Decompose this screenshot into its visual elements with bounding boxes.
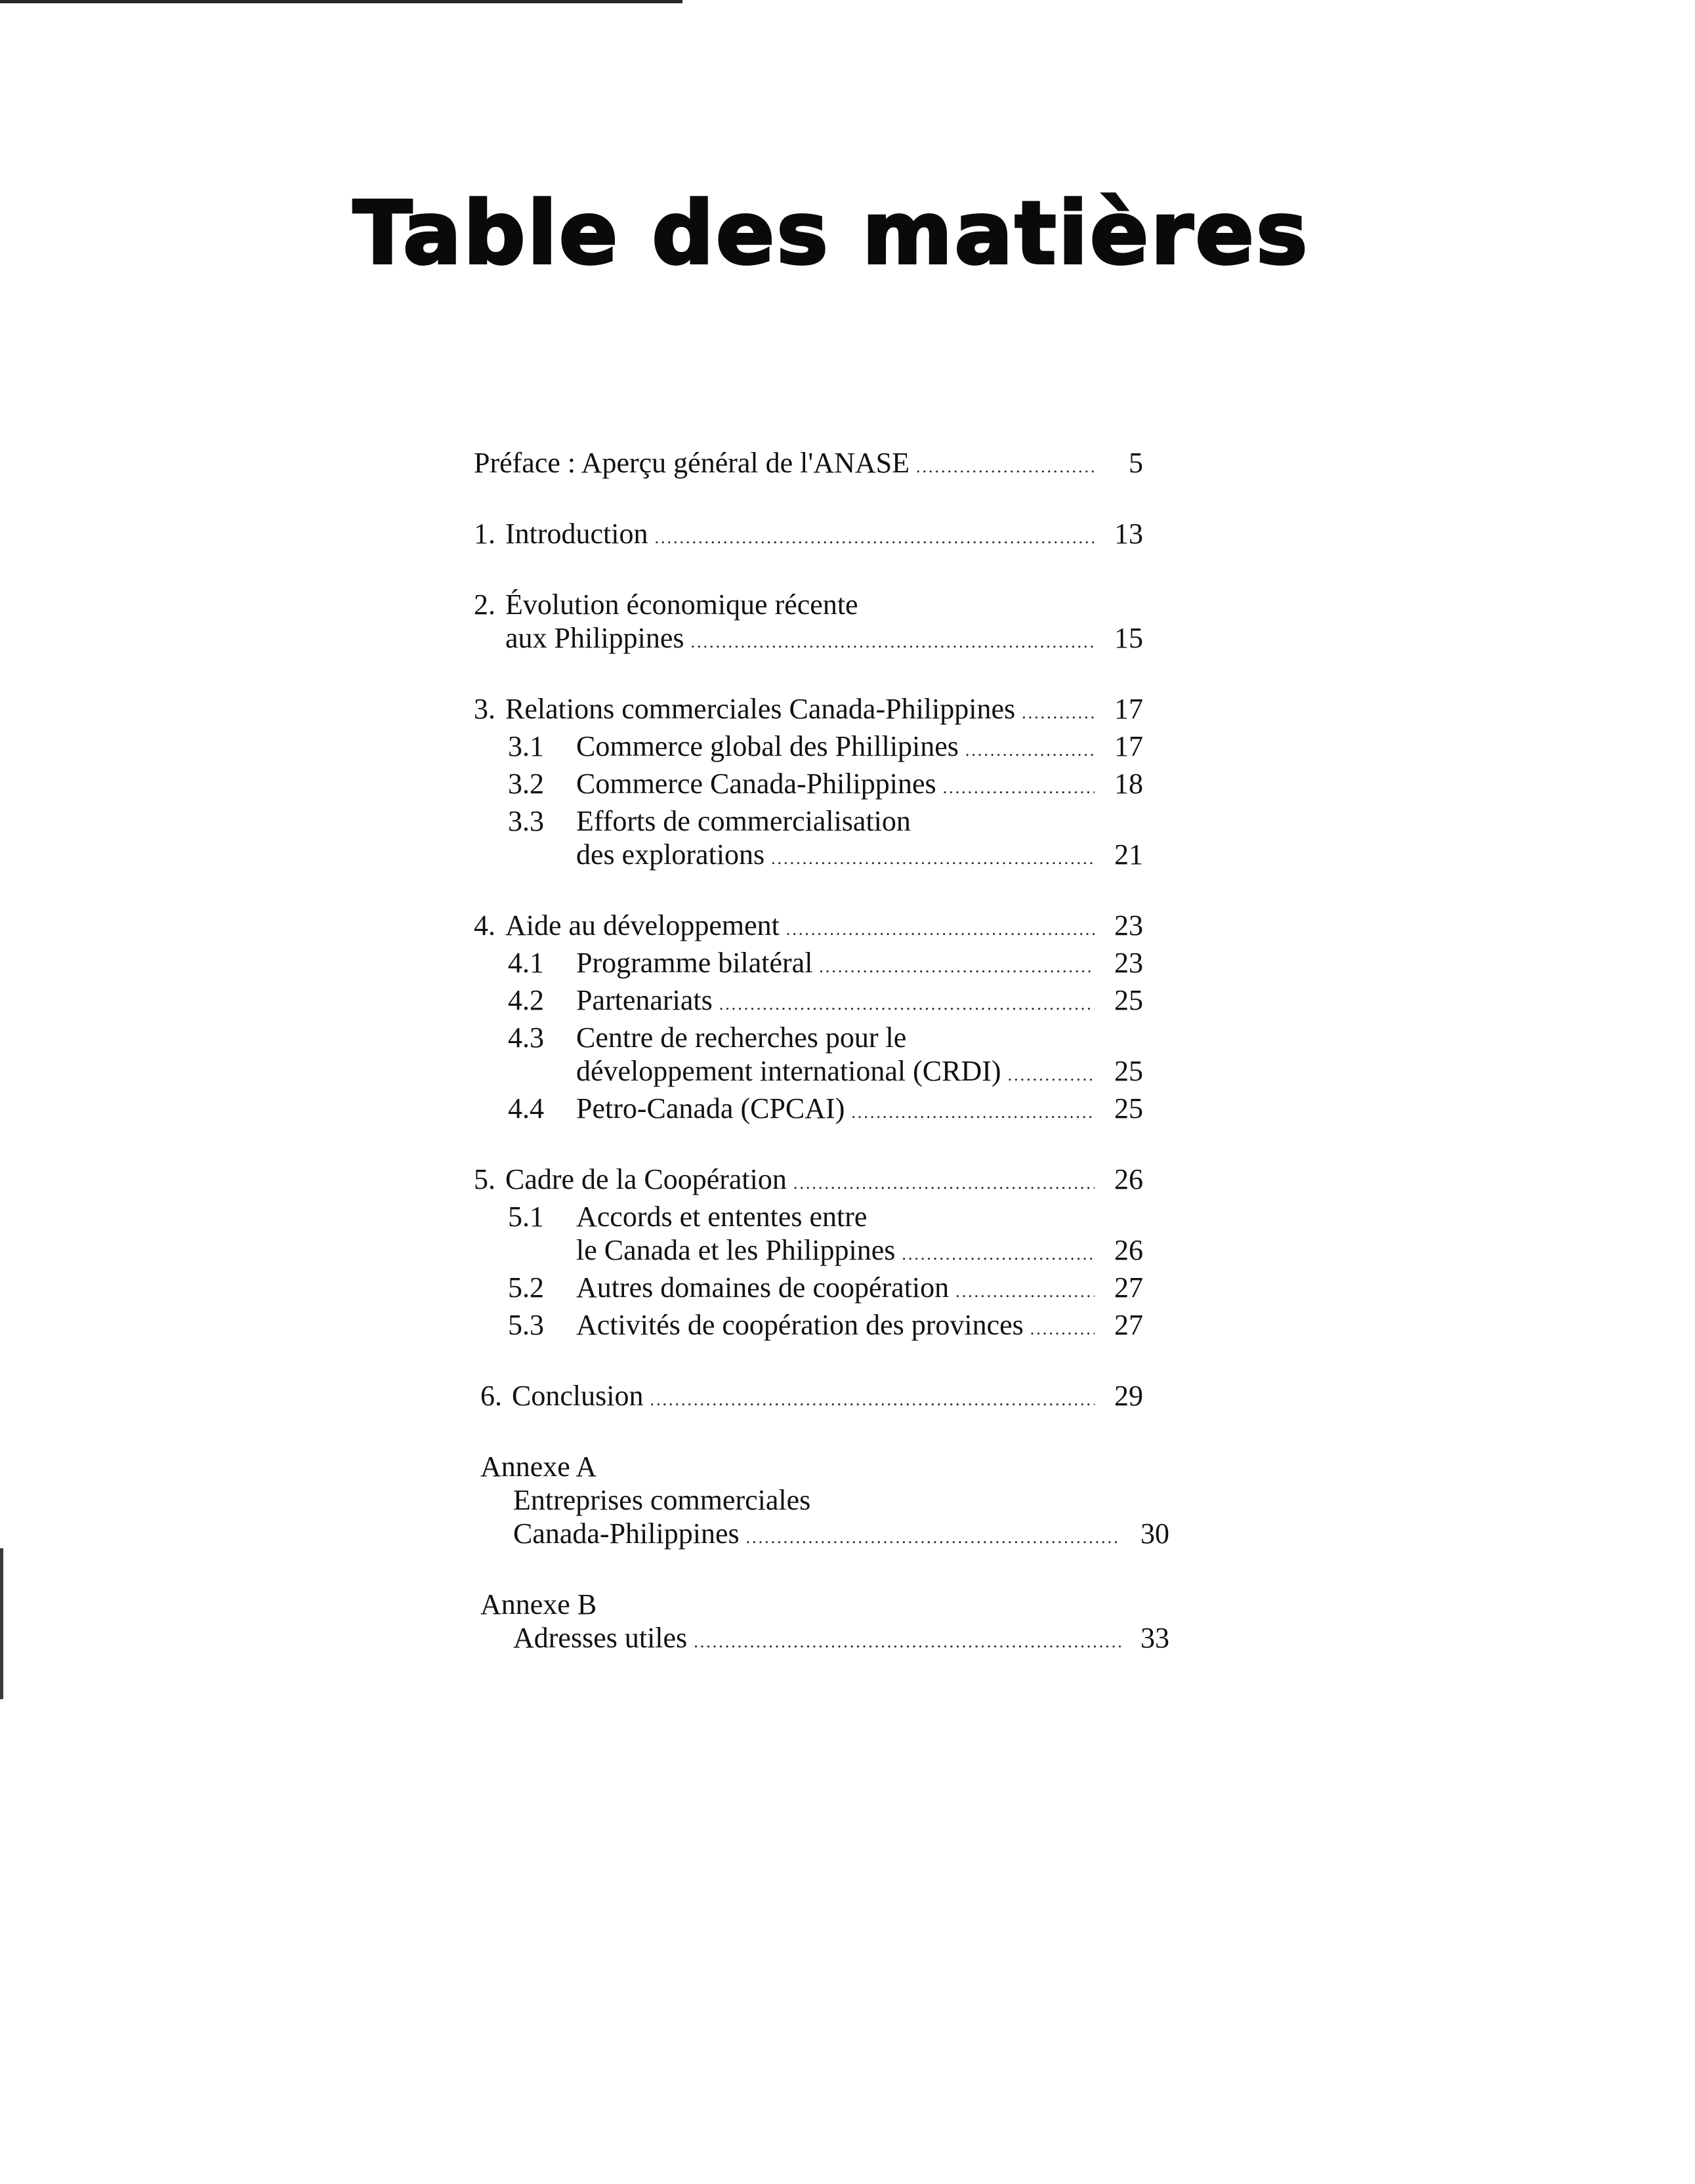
toc-number: 3.3 (508, 805, 544, 837)
toc-annex-a-heading[interactable] (474, 1450, 1143, 1483)
toc-number: 3.2 (508, 768, 544, 800)
toc-entry-cadre[interactable] (474, 1163, 1143, 1200)
toc-entry-5-1-cont[interactable] (474, 1233, 1143, 1271)
toc-entry-4-3-cont[interactable] (474, 1054, 1143, 1092)
toc-entry-conclusion[interactable] (474, 1379, 1143, 1416)
toc-page-number: 33 (1140, 1622, 1169, 1654)
toc-label: Entreprises commerciales (513, 1484, 811, 1516)
table-of-contents (474, 446, 1169, 1659)
toc-page-number: 23 (1114, 909, 1143, 941)
dot-leader (851, 1096, 1095, 1129)
dot-leader (819, 950, 1095, 983)
toc-page-number: 25 (1114, 1092, 1143, 1124)
toc-entry-5-1[interactable] (474, 1200, 1143, 1233)
toc-number: 5. (474, 1163, 495, 1195)
toc-annex-b-heading[interactable] (474, 1588, 1143, 1621)
toc-entry-5-2[interactable] (474, 1271, 1143, 1308)
toc-label: Adresses utiles (513, 1622, 688, 1654)
dot-leader (691, 625, 1095, 659)
toc-number: 5.1 (508, 1201, 544, 1233)
toc-number: 4.1 (508, 947, 544, 979)
toc-label: Aide au développement (505, 909, 780, 941)
dot-leader (902, 1237, 1095, 1271)
dot-leader (719, 987, 1095, 1021)
toc-entry-4-1[interactable] (474, 946, 1143, 983)
toc-label: développement international (CRDI) (576, 1055, 1001, 1087)
toc-page-number: 5 (1129, 447, 1143, 479)
toc-label: Accords et ententes entre (576, 1201, 868, 1233)
toc-annex-a-entry[interactable] (474, 1517, 1169, 1554)
toc-label: Programme bilatéral (576, 947, 813, 979)
toc-entry-evolution-cont[interactable] (474, 621, 1143, 659)
toc-label: Annexe A (480, 1451, 597, 1483)
dot-leader (650, 1383, 1095, 1416)
toc-number: 2. (474, 588, 495, 621)
toc-entry-5-3[interactable] (474, 1308, 1143, 1346)
toc-page-number: 27 (1114, 1309, 1143, 1341)
toc-number: 5.3 (508, 1309, 544, 1341)
toc-entry-4-3[interactable] (474, 1021, 1143, 1054)
dot-leader (943, 771, 1095, 804)
dot-leader (771, 842, 1095, 875)
scan-edge-mark (0, 1548, 3, 1699)
toc-page-number: 25 (1114, 984, 1143, 1016)
dot-leader (916, 450, 1095, 484)
toc-entry-3-2[interactable] (474, 767, 1143, 804)
toc-page-number: 21 (1114, 838, 1143, 871)
toc-annex-a-line1[interactable] (474, 1483, 1143, 1517)
toc-number: 1. (474, 518, 495, 550)
toc-entry-4-2[interactable] (474, 983, 1143, 1021)
toc-page-number: 17 (1114, 693, 1143, 725)
toc-label: Commerce Canada-Philippines (576, 768, 936, 800)
scan-edge-line (0, 0, 682, 3)
dot-leader (965, 733, 1095, 767)
toc-label: Introduction (505, 518, 648, 550)
toc-label: des explorations (576, 838, 765, 871)
toc-page-number: 27 (1114, 1271, 1143, 1304)
page-title: Table des matières (353, 183, 1310, 284)
toc-label: Petro-Canada (CPCAI) (576, 1092, 845, 1124)
toc-entry-evolution[interactable] (474, 588, 1143, 621)
toc-entry-3-3[interactable] (474, 804, 1143, 838)
toc-number: 3. (474, 693, 495, 725)
dot-leader (655, 521, 1095, 554)
toc-label: Cadre de la Coopération (505, 1163, 787, 1195)
dot-leader (793, 1166, 1095, 1200)
toc-label: Efforts de commercialisation (576, 805, 911, 837)
toc-page-number: 26 (1114, 1163, 1143, 1195)
toc-label: Annexe B (480, 1588, 597, 1620)
toc-page-number: 29 (1114, 1380, 1143, 1412)
dot-leader (1022, 696, 1095, 730)
toc-page-number: 25 (1114, 1055, 1143, 1087)
toc-label: aux Philippines (505, 622, 684, 654)
toc-entry-3-1[interactable] (474, 730, 1143, 767)
toc-label: Conclusion (512, 1380, 644, 1412)
dot-leader (955, 1275, 1095, 1308)
dot-leader (1030, 1312, 1095, 1346)
toc-entry-preface[interactable] (474, 446, 1143, 484)
toc-number: 4.3 (508, 1021, 544, 1054)
toc-page-number: 18 (1114, 768, 1143, 800)
toc-number: 4. (474, 909, 495, 941)
toc-entry-introduction[interactable] (474, 517, 1143, 554)
toc-page-number: 30 (1140, 1517, 1169, 1550)
dot-leader (694, 1625, 1121, 1659)
toc-entry-relations[interactable] (474, 692, 1143, 730)
toc-number: 4.4 (508, 1092, 544, 1124)
toc-number: 6. (480, 1380, 502, 1412)
toc-annex-b-entry[interactable] (474, 1621, 1169, 1659)
toc-entry-4-4[interactable] (474, 1092, 1143, 1129)
toc-number: 5.2 (508, 1271, 544, 1304)
toc-entry-aide[interactable] (474, 909, 1143, 946)
toc-label: Partenariats (576, 984, 713, 1016)
dot-leader (746, 1521, 1121, 1554)
toc-label: Évolution économique récente (505, 588, 858, 621)
toc-label: Canada-Philippines (513, 1517, 740, 1550)
toc-label: Activités de coopération des provinces (576, 1309, 1024, 1341)
toc-label: Préface : Aperçu général de l'ANASE (474, 447, 910, 479)
dot-leader (786, 913, 1095, 946)
toc-page-number: 26 (1114, 1234, 1143, 1266)
toc-page-number: 23 (1114, 947, 1143, 979)
toc-page-number: 15 (1114, 622, 1143, 654)
dot-leader (1008, 1058, 1095, 1092)
toc-label: Relations commerciales Canada-Philippines (505, 693, 1016, 725)
toc-number: 4.2 (508, 984, 544, 1016)
toc-page-number: 13 (1114, 518, 1143, 550)
toc-label: Centre de recherches pour le (576, 1021, 907, 1054)
toc-label: le Canada et les Philippines (576, 1234, 896, 1266)
toc-label: Autres domaines de coopération (576, 1271, 950, 1304)
toc-page-number: 17 (1114, 730, 1143, 762)
toc-entry-3-3-cont[interactable] (474, 838, 1143, 875)
toc-number: 3.1 (508, 730, 544, 762)
toc-label: Commerce global des Phillipines (576, 730, 959, 762)
